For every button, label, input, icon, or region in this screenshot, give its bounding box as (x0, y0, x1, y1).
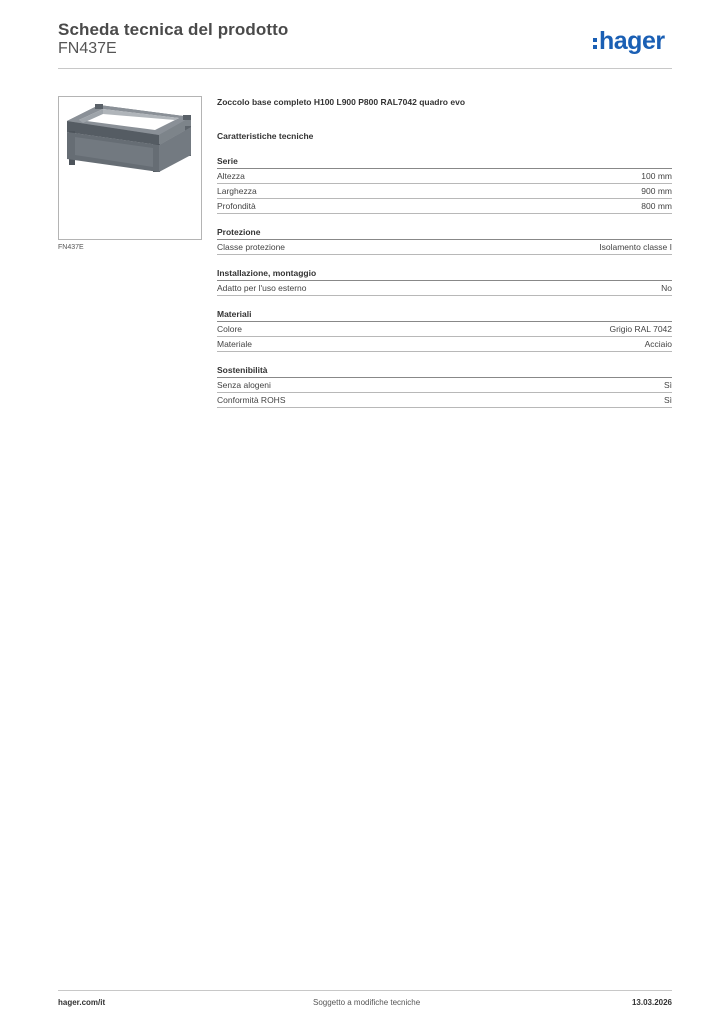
spec-label: Adatto per l'uso esterno (217, 283, 307, 293)
spec-label: Conformità ROHS (217, 395, 286, 405)
spec-value: Sì (663, 380, 672, 390)
section-title: Materiali (217, 308, 672, 322)
section-materiali (217, 308, 672, 352)
spec-row (217, 169, 672, 184)
spec-row (217, 199, 672, 214)
spec-value: Isolamento classe I (599, 242, 672, 252)
spec-content (217, 96, 672, 408)
spec-label: Materiale (217, 339, 252, 349)
section-serie (217, 155, 672, 214)
page-title: Scheda tecnica del prodotto (58, 20, 289, 39)
section-installazione (217, 267, 672, 296)
tech-heading: Caratteristiche tecniche (217, 131, 314, 141)
product-code: FN437E (58, 40, 117, 57)
spec-row (217, 240, 672, 255)
footer-notice: Soggetto a modifiche tecniche (313, 998, 421, 1007)
section-title: Installazione, montaggio (217, 267, 672, 281)
spec-row (217, 322, 672, 337)
spec-value: 800 mm (641, 201, 672, 211)
image-caption: FN437E (58, 244, 84, 251)
plinth-base-icon (59, 97, 201, 239)
spec-label: Classe protezione (217, 242, 286, 252)
spec-label: Senza alogeni (217, 380, 271, 390)
section-protezione (217, 226, 672, 255)
spec-value: Acciaio (644, 339, 672, 349)
spec-value: Grigio RAL 7042 (609, 324, 672, 334)
logo-text: hager (599, 26, 665, 55)
section-title: Serie (217, 155, 672, 169)
footer-divider (58, 990, 672, 991)
product-image (58, 96, 202, 240)
logo-dots-icon (593, 38, 597, 49)
spec-label: Altezza (217, 171, 245, 181)
spec-value: 900 mm (641, 186, 672, 196)
spec-row (217, 337, 672, 352)
spec-row (217, 378, 672, 393)
spec-row (217, 393, 672, 408)
spec-label: Larghezza (217, 186, 257, 196)
header-divider (58, 68, 672, 69)
section-title: Protezione (217, 226, 672, 240)
spec-value: No (661, 283, 672, 293)
footer-website: hager.com/it (58, 998, 106, 1007)
spec-row (217, 281, 672, 296)
spec-label: Profondità (217, 201, 256, 211)
section-sostenibilita (217, 364, 672, 408)
product-description: Zoccolo base completo H100 L900 P800 RAL7042 quadro evo (217, 97, 466, 107)
footer-date: 13.03.2026 (631, 998, 672, 1007)
spec-label: Colore (217, 324, 243, 334)
spec-value: 100 mm (641, 171, 672, 181)
section-title: Sostenibilità (217, 364, 672, 378)
spec-row (217, 184, 672, 199)
spec-value: Sì (663, 395, 672, 405)
hager-logo (593, 27, 665, 55)
